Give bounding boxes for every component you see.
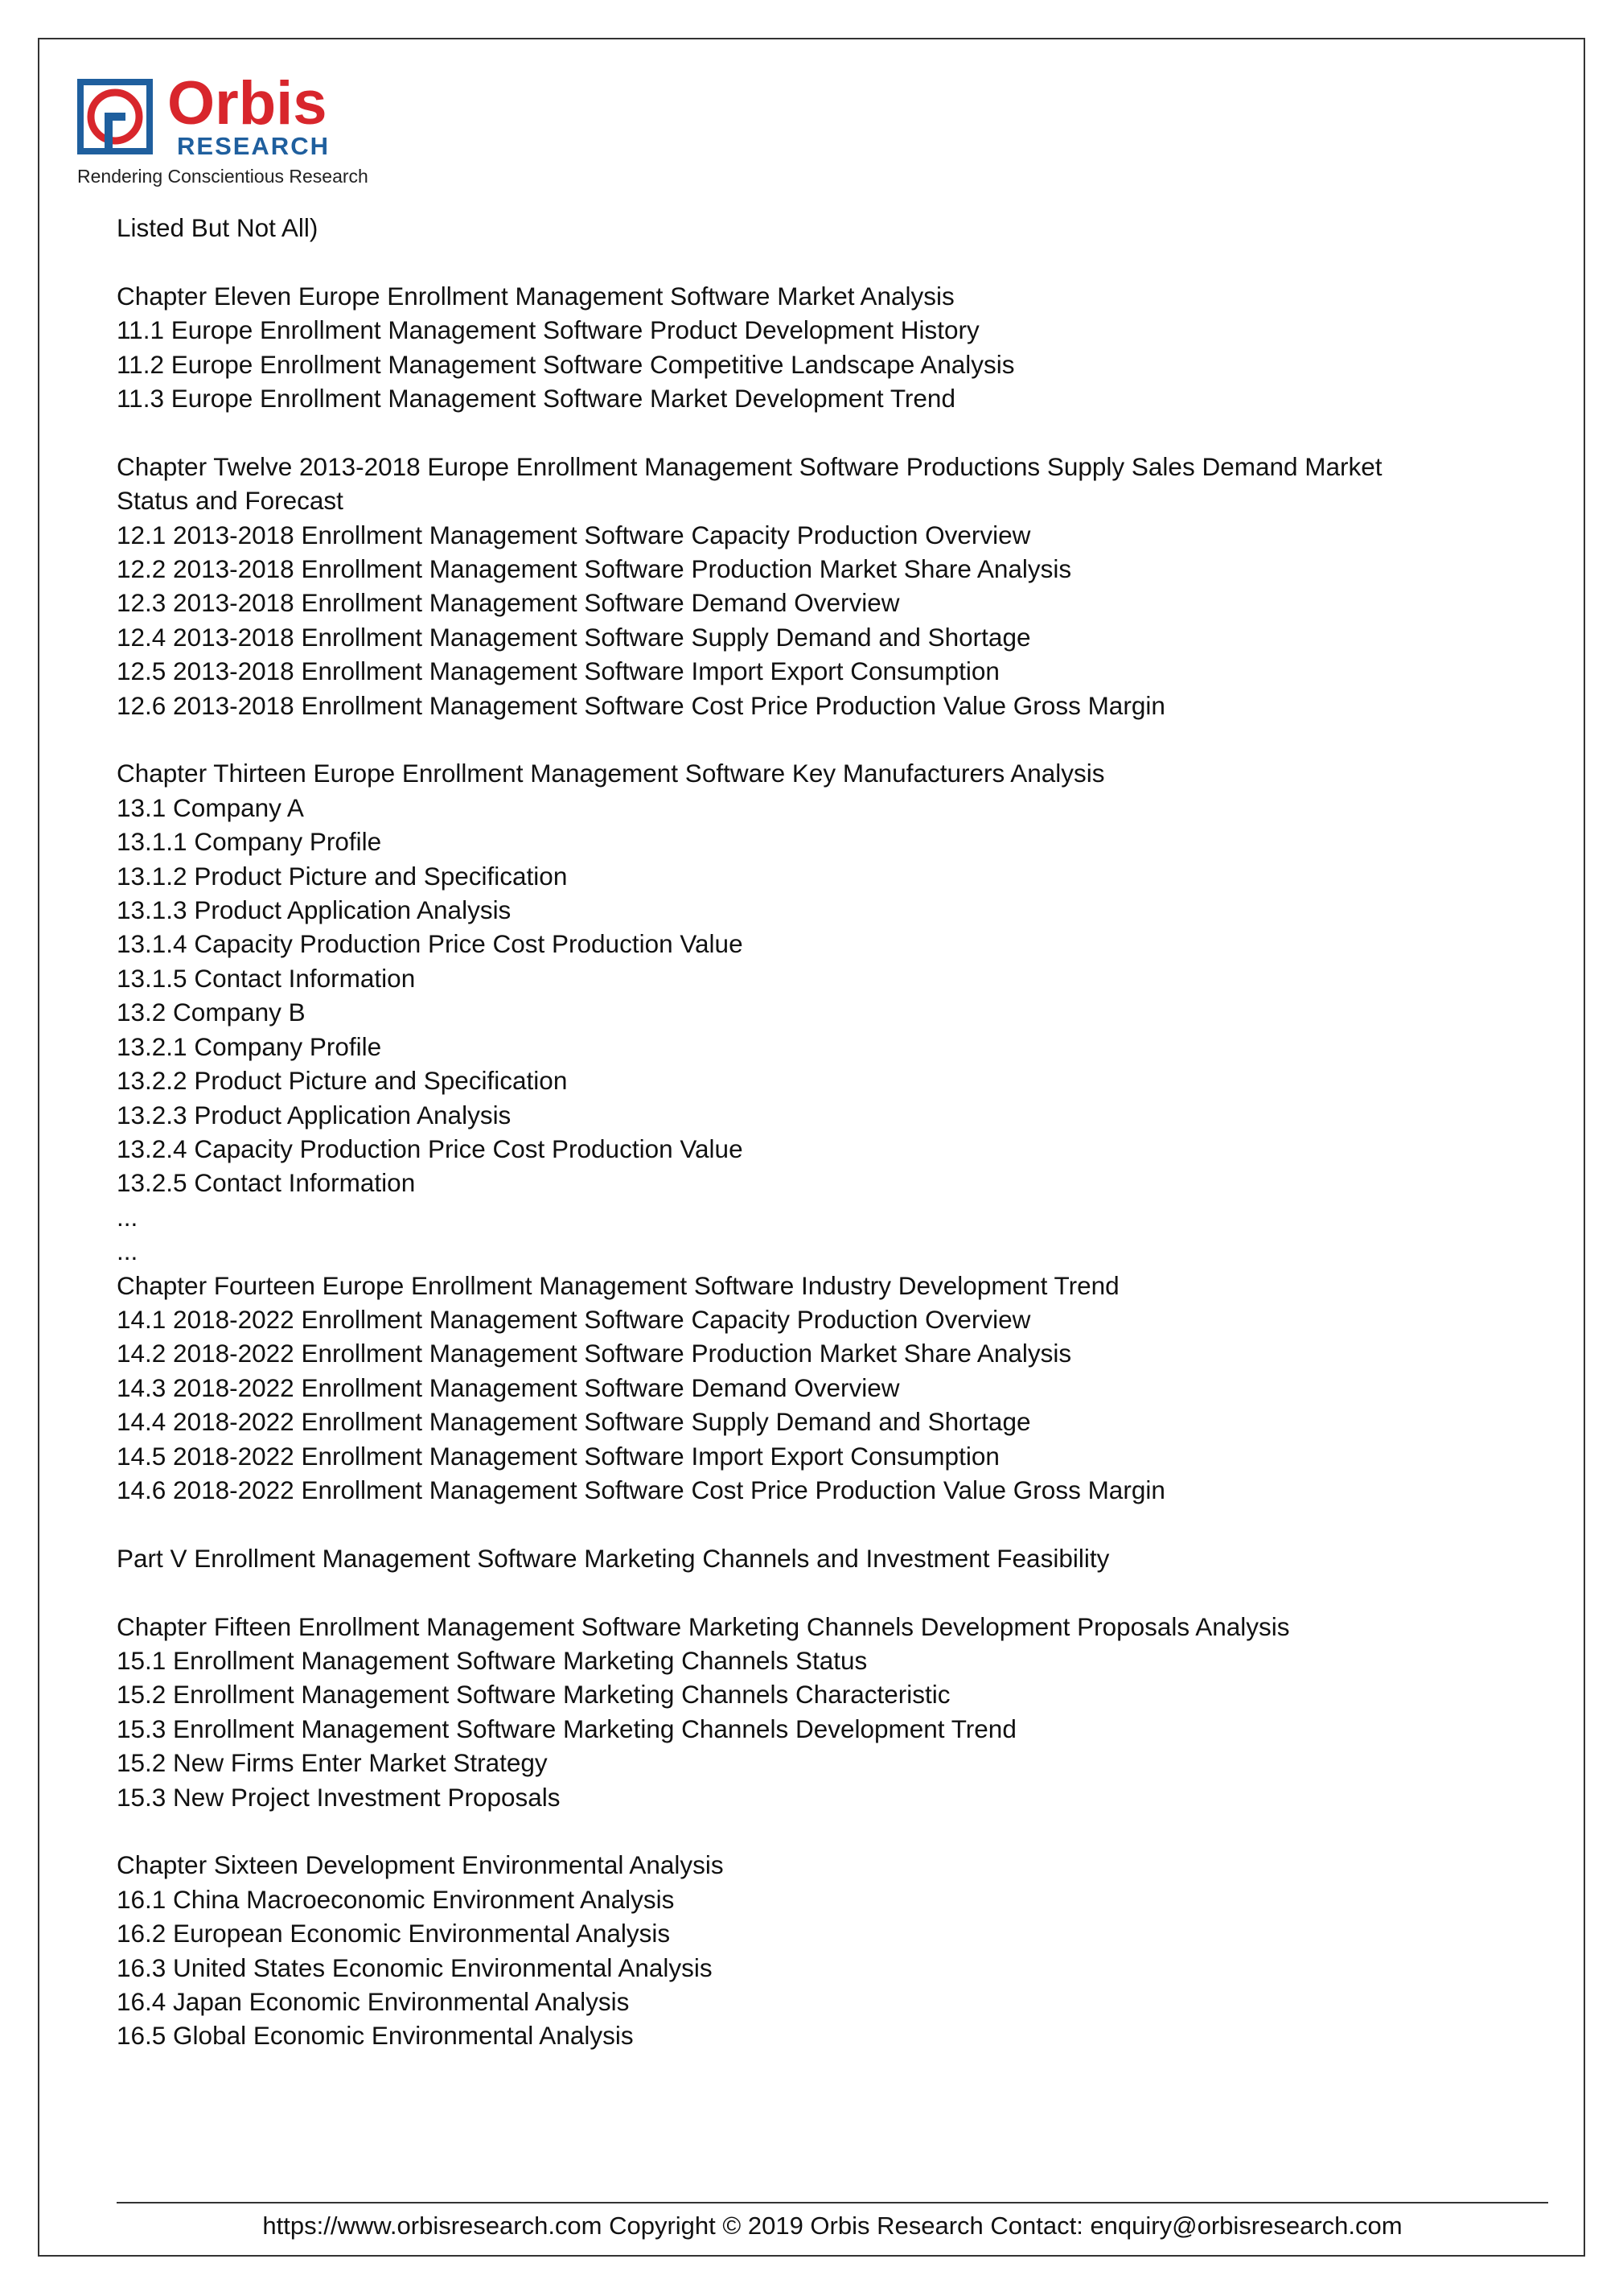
toc-line: ... bbox=[117, 1202, 138, 1232]
logo-tagline: Rendering Conscientious Research bbox=[77, 166, 368, 187]
logo-wordmark: Orbis bbox=[167, 72, 327, 138]
toc-line: 13.1.1 Company Profile bbox=[117, 827, 382, 857]
toc-line: 13.2.1 Company Profile bbox=[117, 1031, 382, 1061]
logo-subtitle: RESEARCH bbox=[177, 132, 330, 160]
toc-line: 12.6 2013-2018 Enrollment Management Software Cost Price Production Value Gross Margin bbox=[117, 690, 1165, 720]
toc-line: 15.3 Enrollment Management Software Marketing Channels Development Trend bbox=[117, 1714, 1017, 1743]
toc-line: 14.5 2018-2022 Enrollment Management Software Import Export Consumption bbox=[117, 1441, 1000, 1471]
toc-line: Chapter Sixteen Development Environmental Analysis bbox=[117, 1850, 724, 1880]
blank-line bbox=[117, 245, 1548, 278]
footer-copyright: https://www.orbisresearch.com Copyright © 2019 Orbis Research Contact: enquiry@orbisresearch.com bbox=[262, 2212, 1403, 2240]
toc-line: 12.5 2013-2018 Enrollment Management Software Import Export Consumption bbox=[117, 656, 1000, 686]
blank-line bbox=[117, 1507, 1548, 1541]
toc-line: 14.6 2018-2022 Enrollment Management Software Cost Price Production Value Gross Margin bbox=[117, 1475, 1165, 1504]
toc-line: 13.1 Company A bbox=[117, 792, 304, 822]
toc-line: Chapter Twelve 2013-2018 Europe Enrollment Management Software Productions Supply Sales Demand Market bbox=[117, 451, 1383, 481]
toc-line: 14.1 2018-2022 Enrollment Management Software Capacity Production Overview bbox=[117, 1304, 1031, 1334]
toc-line: Chapter Fourteen Europe Enrollment Management Software Industry Development Trend bbox=[117, 1270, 1120, 1300]
toc-line: 13.2.3 Product Application Analysis bbox=[117, 1100, 512, 1129]
toc-line: 15.1 Enrollment Management Software Marketing Channels Status bbox=[117, 1645, 868, 1675]
toc-line: 12.4 2013-2018 Enrollment Management Software Supply Demand and Shortage bbox=[117, 622, 1031, 652]
toc-line: 13.2 Company B bbox=[117, 998, 306, 1027]
blank-line bbox=[117, 1814, 1548, 1848]
toc-line: 14.3 2018-2022 Enrollment Management Software Demand Overview bbox=[117, 1372, 900, 1402]
toc-line: 13.1.2 Product Picture and Specification bbox=[117, 861, 568, 891]
toc-line: 11.1 Europe Enrollment Management Software Product Development History bbox=[117, 315, 980, 345]
toc-line: 16.1 China Macroeconomic Environment Analysis bbox=[117, 1884, 675, 1914]
toc-line: 14.4 2018-2022 Enrollment Management Software Supply Demand and Shortage bbox=[117, 1407, 1031, 1437]
toc-line: 12.3 2013-2018 Enrollment Management Software Demand Overview bbox=[117, 588, 900, 618]
toc-line: 13.1.3 Product Application Analysis bbox=[117, 895, 512, 925]
toc-line: 16.4 Japan Economic Environmental Analysis bbox=[117, 1987, 630, 2017]
toc-line: 15.2 Enrollment Management Software Marketing Channels Characteristic bbox=[117, 1680, 951, 1710]
blank-line bbox=[117, 1575, 1548, 1609]
toc-line: 15.3 New Project Investment Proposals bbox=[117, 1782, 561, 1812]
blank-line bbox=[117, 722, 1548, 756]
toc-line: Chapter Fifteen Enrollment Management Software Marketing Channels Development Proposals Analysis bbox=[117, 1611, 1290, 1641]
orbis-research-logo bbox=[77, 72, 415, 193]
toc-line: 14.2 2018-2022 Enrollment Management Software Production Market Share Analysis bbox=[117, 1339, 1072, 1368]
blank-line bbox=[117, 415, 1548, 449]
toc-line: 13.2.4 Capacity Production Price Cost Production Value bbox=[117, 1134, 743, 1163]
footer-divider bbox=[117, 2202, 1548, 2203]
toc-line: 11.3 Europe Enrollment Management Software Market Development Trend bbox=[117, 384, 955, 414]
toc-line: 13.1.4 Capacity Production Price Cost Production Value bbox=[117, 929, 743, 959]
toc-line: 13.2.5 Contact Information bbox=[117, 1168, 416, 1198]
toc-line: Part V Enrollment Management Software Marketing Channels and Investment Feasibility bbox=[117, 1543, 1110, 1573]
table-of-contents bbox=[117, 211, 1548, 2053]
toc-line: 15.2 New Firms Enter Market Strategy bbox=[117, 1748, 548, 1778]
toc-line: Chapter Eleven Europe Enrollment Management Software Market Analysis bbox=[117, 281, 955, 311]
toc-line: 11.2 Europe Enrollment Management Software Competitive Landscape Analysis bbox=[117, 349, 1015, 379]
toc-line: Listed But Not All) bbox=[117, 213, 318, 242]
toc-line: Status and Forecast bbox=[117, 486, 343, 516]
toc-line: ... bbox=[117, 1236, 138, 1266]
toc-line: 13.2.2 Product Picture and Specification bbox=[117, 1066, 568, 1096]
toc-line: Chapter Thirteen Europe Enrollment Management Software Key Manufacturers Analysis bbox=[117, 759, 1105, 788]
toc-line: 16.2 European Economic Environmental Analysis bbox=[117, 1919, 671, 1948]
toc-line: 16.5 Global Economic Environmental Analysis bbox=[117, 2021, 634, 2051]
orbis-logo-mark bbox=[77, 72, 399, 163]
toc-line: 12.1 2013-2018 Enrollment Management Software Capacity Production Overview bbox=[117, 520, 1031, 549]
toc-line: 13.1.5 Contact Information bbox=[117, 963, 416, 993]
toc-line: 16.3 United States Economic Environmental Analysis bbox=[117, 1952, 713, 1982]
toc-line: 12.2 2013-2018 Enrollment Management Software Production Market Share Analysis bbox=[117, 554, 1072, 584]
